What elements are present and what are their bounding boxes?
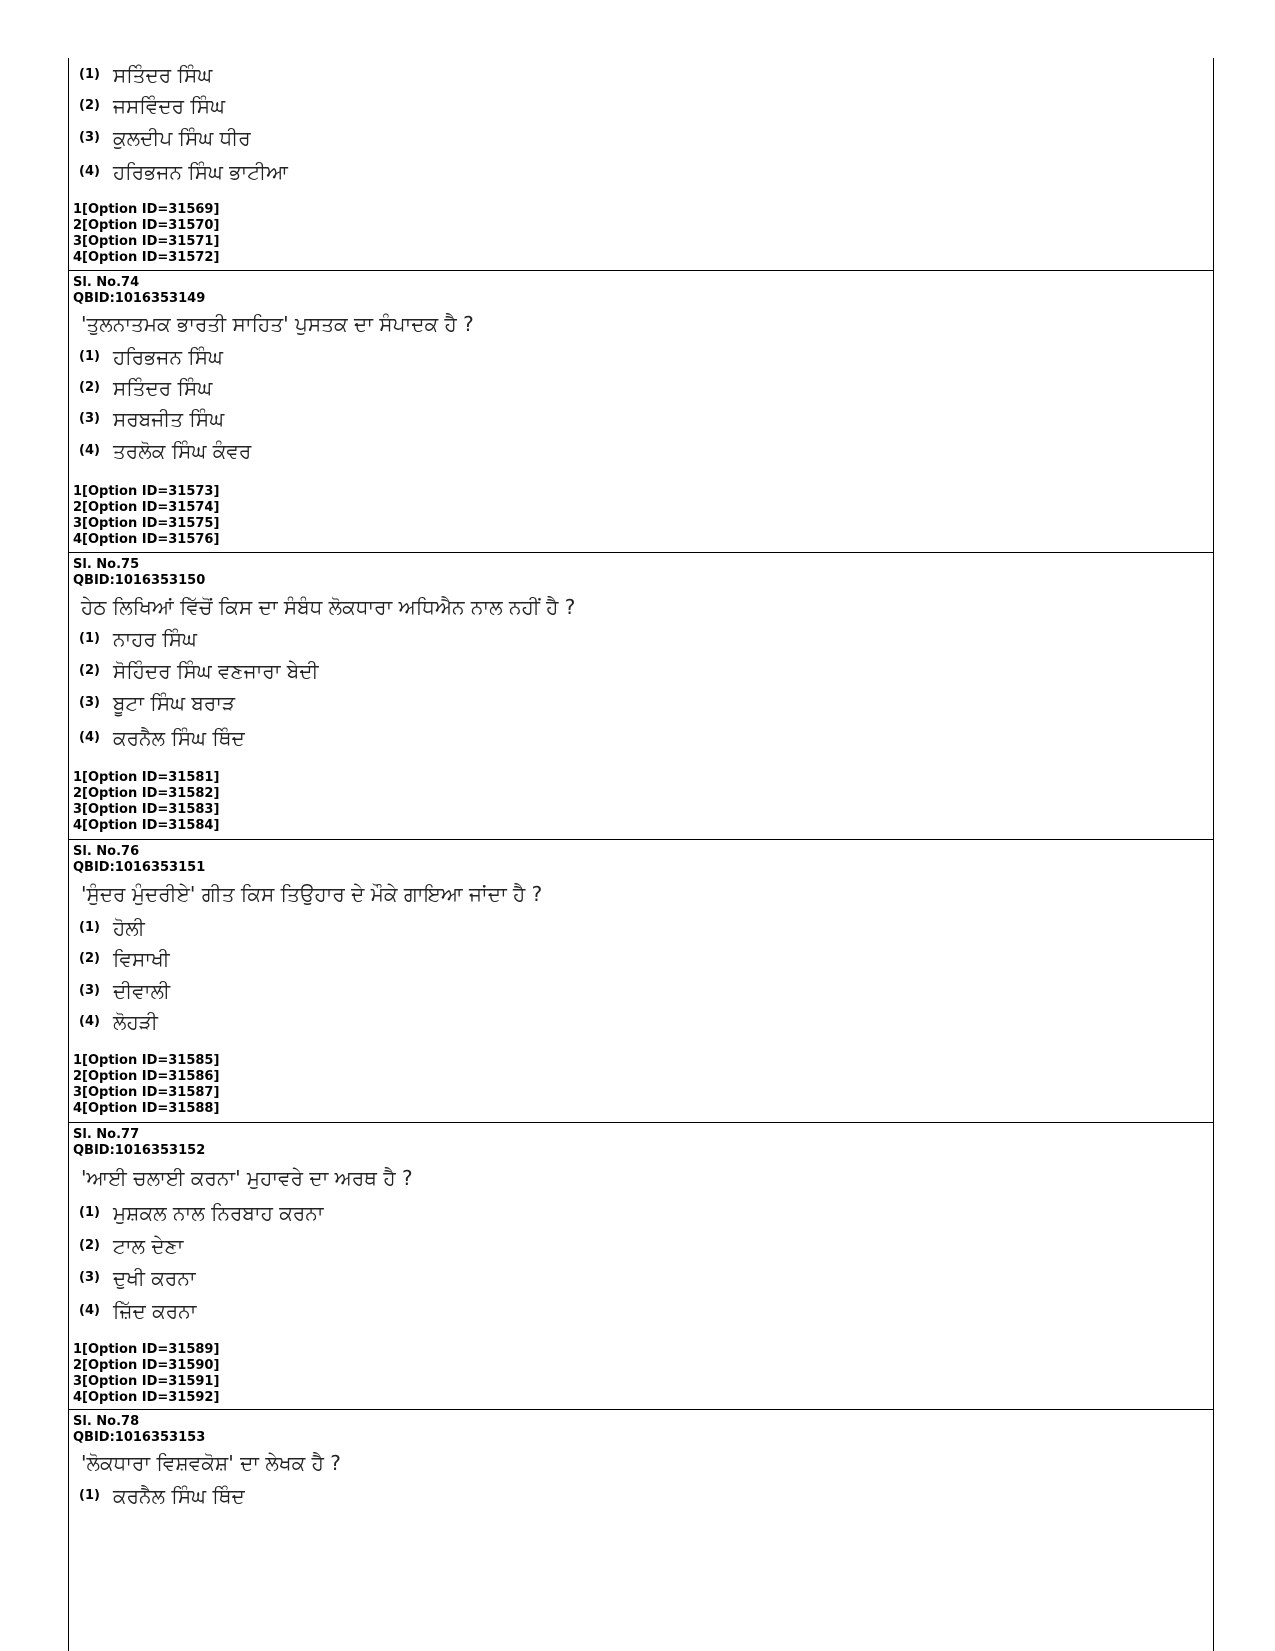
option-text: ਬੂਟਾ ਸਿੰਘ ਬਰਾੜ bbox=[113, 691, 236, 715]
option-id: 4[Option ID=31592] bbox=[73, 1390, 220, 1405]
option-number: (4) bbox=[79, 164, 100, 179]
option-id-list bbox=[73, 202, 219, 266]
question-divider bbox=[69, 552, 1213, 553]
option-text: ਸੋਹਿੰਦਰ ਸਿੰਘ ਵਣਜਾਰਾ ਬੇਦੀ bbox=[113, 659, 319, 683]
option-id: 3[Option ID=31583] bbox=[73, 802, 220, 817]
serial-number: Sl. No.77 bbox=[73, 1127, 140, 1142]
question-divider bbox=[69, 270, 1213, 271]
option-text: ਵਿਸਾਖੀ bbox=[113, 947, 170, 971]
option-text: ਦੁਖੀ ਕਰਨਾ bbox=[113, 1266, 196, 1290]
option-text: ਸਤਿੰਦਰ ਸਿੰਘ bbox=[113, 63, 213, 87]
option-number: (3) bbox=[79, 130, 100, 145]
qbid: QBID:1016353152 bbox=[73, 1143, 206, 1158]
option-number: (4) bbox=[79, 730, 100, 745]
option-text: ਨਾਹਰ ਸਿੰਘ bbox=[113, 627, 197, 651]
option-text: ਹੋਲੀ bbox=[113, 916, 145, 940]
option-id: 2[Option ID=31570] bbox=[73, 218, 220, 233]
question-divider bbox=[69, 1409, 1213, 1410]
option-text: ਤਰਲੋਕ ਸਿੰਘ ਕੰਵਰ bbox=[113, 439, 252, 463]
question-paper-page bbox=[68, 58, 1214, 1651]
option-id: 2[Option ID=31574] bbox=[73, 500, 220, 515]
option-number: (3) bbox=[79, 983, 100, 998]
option-id: 2[Option ID=31586] bbox=[73, 1069, 220, 1084]
option-number: (1) bbox=[79, 631, 100, 646]
option-id: 1[Option ID=31585] bbox=[73, 1053, 220, 1068]
serial-number: Sl. No.78 bbox=[73, 1414, 140, 1429]
option-id: 4[Option ID=31588] bbox=[73, 1101, 220, 1116]
option-id: 4[Option ID=31584] bbox=[73, 818, 220, 833]
option-number: (2) bbox=[79, 663, 100, 678]
option-id: 2[Option ID=31582] bbox=[73, 786, 220, 801]
option-number: (4) bbox=[79, 1014, 100, 1029]
option-number: (3) bbox=[79, 695, 100, 710]
option-id-list bbox=[73, 1053, 219, 1117]
option-text: ਮੁਸ਼ਕਲ ਨਾਲ ਨਿਰਬਾਹ ਕਰਨਾ bbox=[113, 1201, 324, 1225]
option-number: (3) bbox=[79, 1270, 100, 1285]
option-text: ਟਾਲ ਦੇਣਾ bbox=[113, 1234, 184, 1258]
question-text: 'ਸੁੰਦਰ ਮੁੰਦਰੀਏ' ਗੀਤ ਕਿਸ ਤਿਉਹਾਰ ਦੇ ਮੌਕੇ ਗਾਇਆ ਜਾਂਦਾ ਹੈ ? bbox=[81, 882, 543, 906]
option-text: ਕੁਲਦੀਪ ਸਿੰਘ ਧੀਰ bbox=[113, 126, 251, 150]
option-text: ਜ਼ਿੱਦ ਕਰਨਾ bbox=[113, 1299, 197, 1323]
option-id-list bbox=[73, 1342, 219, 1406]
option-id: 3[Option ID=31587] bbox=[73, 1085, 220, 1100]
option-text: ਸਤਿੰਦਰ ਸਿੰਘ bbox=[113, 376, 213, 400]
option-number: (3) bbox=[79, 411, 100, 426]
option-id-list bbox=[73, 770, 219, 834]
question-divider bbox=[69, 1122, 1213, 1123]
question-text: 'ਆਈ ਚਲਾਈ ਕਰਨਾ' ਮੁਹਾਵਰੇ ਦਾ ਅਰਥ ਹੈ ? bbox=[81, 1166, 413, 1190]
serial-number: Sl. No.75 bbox=[73, 557, 140, 572]
option-id-list bbox=[73, 484, 219, 548]
option-id: 4[Option ID=31572] bbox=[73, 250, 220, 265]
option-id: 1[Option ID=31581] bbox=[73, 770, 220, 785]
option-number: (2) bbox=[79, 1238, 100, 1253]
option-number: (4) bbox=[79, 443, 100, 458]
option-text: ਹਰਿਭਜਨ ਸਿੰਘ ਭਾਟੀਆ bbox=[113, 160, 288, 184]
option-id: 4[Option ID=31576] bbox=[73, 532, 220, 547]
option-text: ਦੀਵਾਲੀ bbox=[113, 979, 171, 1003]
option-text: ਕਰਨੈਲ ਸਿੰਘ ਥਿੰਦ bbox=[113, 1484, 245, 1508]
option-id: 3[Option ID=31591] bbox=[73, 1374, 220, 1389]
option-text: ਹਰਿਭਜਨ ਸਿੰਘ bbox=[113, 345, 223, 369]
question-text: 'ਤੁਲਨਾਤਮਕ ਭਾਰਤੀ ਸਾਹਿਤ' ਪੁਸਤਕ ਦਾ ਸੰਪਾਦਕ ਹੈ ? bbox=[81, 312, 474, 336]
option-id: 1[Option ID=31589] bbox=[73, 1342, 220, 1357]
option-number: (1) bbox=[79, 1488, 100, 1503]
question-text: ਹੇਠ ਲਿਖਿਆਂ ਵਿੱਚੋਂ ਕਿਸ ਦਾ ਸੰਬੰਧ ਲੋਕਧਾਰਾ ਅਧਿਐਨ ਨਾਲ ਨਹੀਂ ਹੈ ? bbox=[81, 595, 576, 619]
qbid: QBID:1016353153 bbox=[73, 1430, 206, 1445]
qbid: QBID:1016353149 bbox=[73, 291, 206, 306]
option-number: (4) bbox=[79, 1303, 100, 1318]
option-id: 1[Option ID=31573] bbox=[73, 484, 220, 499]
option-number: (2) bbox=[79, 98, 100, 113]
option-number: (1) bbox=[79, 67, 100, 82]
option-number: (2) bbox=[79, 380, 100, 395]
option-text: ਸਰਬਜੀਤ ਸਿੰਘ bbox=[113, 407, 225, 431]
option-text: ਕਰਨੈਲ ਸਿੰਘ ਥਿੰਦ bbox=[113, 726, 245, 750]
qbid: QBID:1016353150 bbox=[73, 573, 206, 588]
option-number: (1) bbox=[79, 920, 100, 935]
option-number: (2) bbox=[79, 951, 100, 966]
serial-number: Sl. No.74 bbox=[73, 275, 140, 290]
qbid: QBID:1016353151 bbox=[73, 860, 206, 875]
option-id: 2[Option ID=31590] bbox=[73, 1358, 220, 1373]
option-id: 3[Option ID=31575] bbox=[73, 516, 220, 531]
serial-number: Sl. No.76 bbox=[73, 844, 140, 859]
question-divider bbox=[69, 839, 1213, 840]
question-text: 'ਲੋਕਧਾਰਾ ਵਿਸ਼ਵਕੋਸ਼' ਦਾ ਲੇਖਕ ਹੈ ? bbox=[81, 1451, 341, 1475]
option-id: 3[Option ID=31571] bbox=[73, 234, 220, 249]
option-number: (1) bbox=[79, 349, 100, 364]
option-text: ਜਸਵਿੰਦਰ ਸਿੰਘ bbox=[113, 94, 225, 118]
option-text: ਲੋਹੜੀ bbox=[113, 1010, 158, 1034]
option-number: (1) bbox=[79, 1205, 100, 1220]
option-id: 1[Option ID=31569] bbox=[73, 202, 220, 217]
